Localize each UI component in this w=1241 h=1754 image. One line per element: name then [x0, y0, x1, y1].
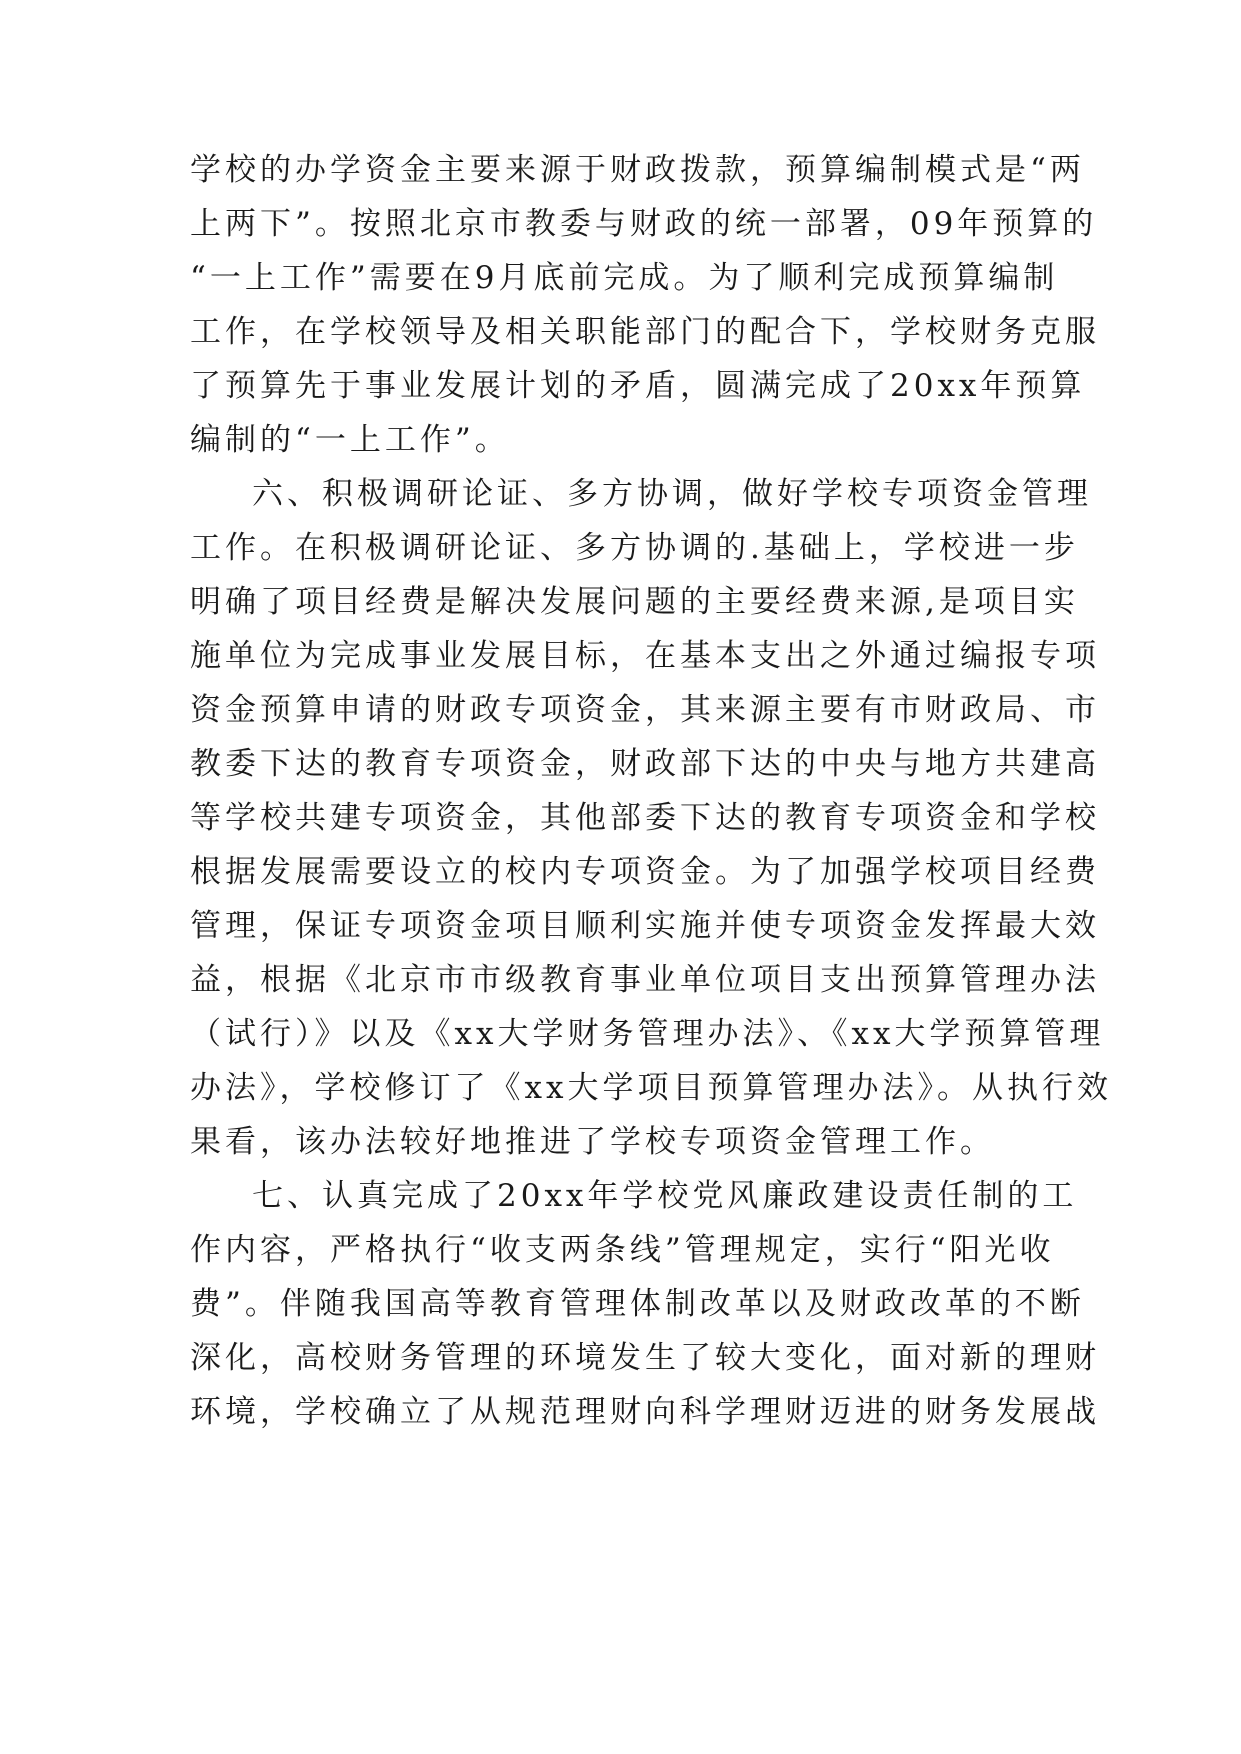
text-line: 益，根据《北京市市级教育事业单位项目支出预算管理办法 — [190, 962, 1100, 998]
text-line: 学校的办学资金主要来源于财政拨款，预算编制模式是“两 — [190, 152, 1085, 188]
text-line: 办法》，学校修订了《xx大学项目预算管理办法》。从执行效 — [190, 1070, 1112, 1106]
text-line: 等学校共建专项资金，其他部委下达的教育专项资金和学校 — [190, 800, 1100, 836]
text-line: 编制的“一上工作”。 — [190, 422, 510, 458]
text-line: 管理，保证专项资金项目顺利实施并使专项资金发挥最大效 — [190, 908, 1100, 944]
text-line: 根据发展需要设立的校内专项资金。为了加强学校项目经费 — [190, 854, 1100, 890]
text-line: 上两下”。按照北京市教委与财政的统一部署，09年预算的 — [190, 206, 1098, 242]
text-line: 果看，该办法较好地推进了学校专项资金管理工作。 — [190, 1124, 995, 1160]
text-line: 工作，在学校领导及相关职能部门的配合下，学校财务克服 — [190, 314, 1100, 350]
text-line: 了预算先于事业发展计划的矛盾，圆满完成了20xx年预算 — [190, 368, 1086, 404]
text-line: “一上工作”需要在9月底前完成。为了顺利完成预算编制 — [190, 260, 1059, 296]
paragraph-start-line: 七、认真完成了20xx年学校党风廉政建设责任制的工 — [252, 1178, 1078, 1214]
text-line: 施单位为完成事业发展目标，在基本支出之外通过编报专项 — [190, 638, 1100, 674]
text-line: 明确了项目经费是解决发展问题的主要经费来源,是项目实 — [190, 584, 1079, 620]
text-line: 教委下达的教育专项资金，财政部下达的中央与地方共建高 — [190, 746, 1100, 782]
paragraph-start-line: 六、积极调研论证、多方协调，做好学校专项资金管理 — [252, 476, 1092, 512]
text-line: 工作。在积极调研论证、多方协调的.基础上，学校进一步 — [190, 530, 1079, 566]
text-line: 资金预算申请的财政专项资金，其来源主要有市财政局、市 — [190, 692, 1100, 728]
text-line: 作内容，严格执行“收支两条线”管理规定，实行“阳光收 — [190, 1232, 1055, 1268]
text-line: 深化，高校财务管理的环境发生了较大变化，面对新的理财 — [190, 1340, 1100, 1376]
text-line: 环境，学校确立了从规范理财向科学理财迈进的财务发展战 — [190, 1394, 1100, 1430]
text-line: （试行）》以及《xx大学财务管理办法》、《xx大学预算管理 — [190, 1016, 1105, 1052]
text-line: 费”。伴随我国高等教育管理体制改革以及财政改革的不断 — [190, 1286, 1085, 1322]
